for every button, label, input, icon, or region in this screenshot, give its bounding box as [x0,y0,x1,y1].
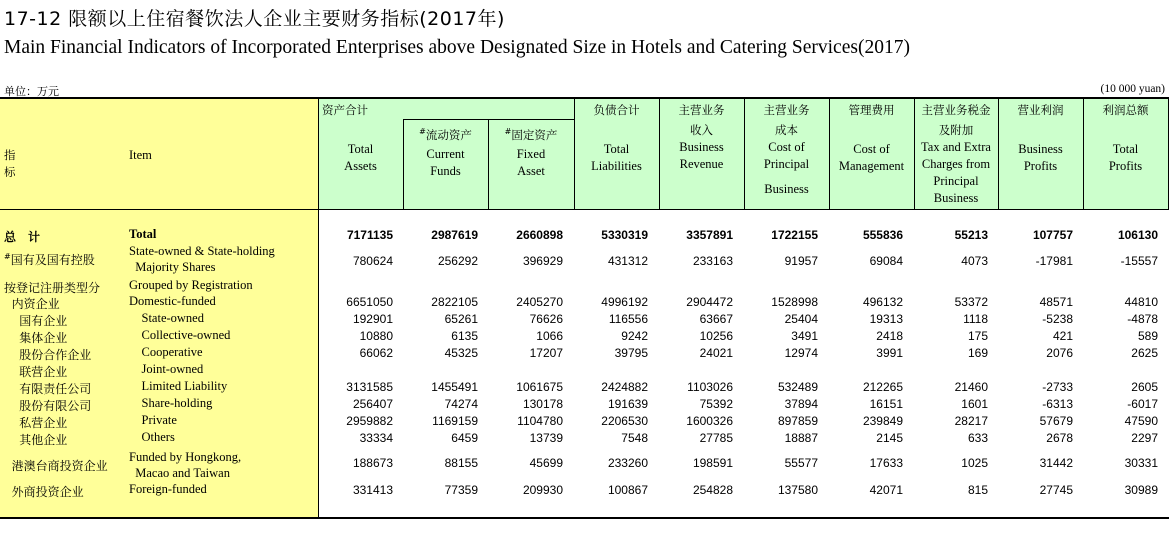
table-cell: -6017 [1127,397,1158,411]
table-cell: 1601 [961,397,988,411]
table-cell: 6135 [451,329,478,343]
table-cell: 2418 [876,329,903,343]
table-cell: 77359 [444,483,478,497]
row-label-en: Total [129,227,157,241]
header-total-assets-cn: 资产合计 [322,103,368,117]
table-cell: 2145 [876,431,903,445]
table-cell: 2405270 [516,295,563,309]
table-cell: 421 [1052,329,1073,343]
table-cell: 198591 [692,456,733,470]
row-label-en: Collective-owned [129,328,231,342]
table-cell: 28217 [954,414,988,428]
header-tax-charges: 主营业务税金 及附加 Tax and Extra Charges from Principal Business [921,103,991,205]
table-cell: 6651050 [346,295,393,309]
table-cell: 780624 [352,254,393,268]
table-cell: 2904472 [686,295,733,309]
table-cell: 209930 [522,483,563,497]
table-cell: 1600326 [686,414,733,428]
table-cell: 48571 [1039,295,1073,309]
header-total-profits: 利润总额 Total Profits [1102,103,1149,173]
row-label-cn: 股份合作企业 [4,348,92,362]
unit-label-en: (10 000 yuan) [1100,83,1165,95]
table-cell: 137580 [777,483,818,497]
header-cost-management: 管理费用 Cost of Management [838,103,905,173]
table-cell: 532489 [777,380,818,394]
row-label-cn: 集体企业 [4,331,68,345]
table-cell: 65261 [444,312,478,326]
table-cell: 76626 [529,312,563,326]
table-cell: 3131585 [346,380,393,394]
row-label-en: Foreign-funded [129,482,207,496]
table-cell: 88155 [444,456,478,470]
table-cell: 69084 [869,254,903,268]
table-cell: 633 [967,431,988,445]
header-total-liabilities: 负债合计 Total Liabilities [591,103,642,173]
table-cell: 47590 [1124,414,1158,428]
table-cell: 2206530 [601,414,648,428]
table-cell: 2076 [1046,346,1073,360]
table-cell: 57679 [1039,414,1073,428]
table-cell: 192901 [352,312,393,326]
table-cell: 2678 [1046,431,1073,445]
row-label-en: Majority Shares [129,260,216,274]
table-cell: -15557 [1120,254,1158,268]
table-cell: 2660898 [516,228,563,242]
table-cell: 21460 [954,380,988,394]
table-cell: 16151 [869,397,903,411]
table-cell: 233260 [607,456,648,470]
table-cell: 4073 [961,254,988,268]
header-cost-principal: 主营业务 成本 Cost of Principal Business [763,103,810,196]
table-cell: -17981 [1035,254,1073,268]
table-cell: 116556 [608,312,648,326]
table-cell: 100867 [607,483,648,497]
table-cell: 30331 [1124,456,1158,470]
row-label-cn: 内资企业 [4,297,60,311]
table-cell: -5238 [1042,312,1073,326]
table-cell: 2297 [1131,431,1158,445]
header-current-funds: #流动资产 Current Funds [419,127,472,178]
table-cell: 3357891 [686,228,733,242]
table-cell: 63667 [699,312,733,326]
table-cell: 2987619 [431,228,478,242]
table-cell: 1722155 [771,228,818,242]
table-cell: 1528998 [771,295,818,309]
table-cell: 10256 [699,329,733,343]
table-cell: 39795 [614,346,648,360]
table-cell: 1455491 [431,380,478,394]
table-cell: 1169159 [432,414,478,428]
table-cell: 1061675 [516,380,563,394]
table-cell: 7548 [621,431,648,445]
row-label-en: Share-holding [129,396,213,410]
table-cell: 45699 [529,456,563,470]
table-cell: 27745 [1039,483,1073,497]
table-cell: 6459 [451,431,478,445]
table-cell: 3491 [791,329,818,343]
row-label-en: Joint-owned [129,362,204,376]
table-cell: 33334 [359,431,393,445]
table-cell: 212265 [862,380,903,394]
table-cell: 25404 [784,312,818,326]
table-cell: 169 [967,346,988,360]
table-cell: 256292 [437,254,478,268]
table-cell: 30989 [1124,483,1158,497]
table-cell: 175 [967,329,988,343]
header-bottom-line [0,209,1169,210]
table-cell: 1025 [961,456,988,470]
header-fixed-asset: #固定资产 Fixed Asset [504,127,558,178]
table-cell: 233163 [692,254,733,268]
table-cell: 66062 [359,346,393,360]
table-cell: 431312 [607,254,648,268]
header-business-revenue: 主营业务 收入 Business Revenue [678,103,725,171]
table-cell: 75392 [699,397,733,411]
table-cell: -6313 [1042,397,1073,411]
row-label-en: State-owned [129,311,204,325]
row-label-cn: #国有及国有控股 [4,252,95,267]
row-label-en: Domestic-funded [129,294,216,308]
header-business-profits: 营业利润 Business Profits [1017,103,1064,173]
table-cell: 19313 [869,312,903,326]
table-cell: 815 [967,483,988,497]
row-label-en: State-owned & State-holding [129,244,275,258]
table-cell: 2625 [1131,346,1158,360]
page-title-en: Main Financial Indicators of Incorporated Enterprises above Designated Size in Hotels and Catering Services(2017) [4,37,910,58]
row-label-cn: 港澳台商投资企业 [4,459,108,473]
row-label-en: Private [129,413,177,427]
row-label-cn: 私营企业 [4,416,68,430]
row-label-cn: 股份有限公司 [4,399,92,413]
table-cell: 91957 [784,254,818,268]
table-cell: 17633 [869,456,903,470]
table-cell: 37894 [784,397,818,411]
table-cell: 1103026 [687,380,733,394]
group-line [403,119,574,120]
table-cell: -2733 [1042,380,1073,394]
table-cell: 74274 [444,397,478,411]
row-label-cn: 其他企业 [4,433,68,447]
table-cell: 256407 [352,397,393,411]
table-cell: 9242 [621,329,648,343]
table-cell: 2605 [1131,380,1158,394]
table-cell: 53372 [954,295,988,309]
table-cell: 42071 [869,483,903,497]
table-cell: 5330319 [601,228,648,242]
table-cell: 1066 [536,329,563,343]
table-cell: 496132 [862,295,903,309]
table-cell: 17207 [529,346,563,360]
table-cell: 239849 [862,414,903,428]
table-cell: 254828 [692,483,733,497]
table-cell: 45325 [444,346,478,360]
table-cell: 31442 [1039,456,1073,470]
table-cell: 555836 [862,228,903,242]
row-label-cn: 总 计 [4,230,41,244]
table-cell: 2424882 [601,380,648,394]
table-cell: 3991 [876,346,903,360]
table-cell: 1118 [963,312,988,326]
table-cell: -4878 [1127,312,1158,326]
row-label-cn: 外商投资企业 [4,485,84,499]
table-cell: 24021 [699,346,733,360]
table-cell: 55213 [954,228,988,242]
table-cell: 396929 [522,254,563,268]
row-label-en: Grouped by Registration [129,278,253,292]
table-cell: 44810 [1124,295,1158,309]
table-cell: 107757 [1032,228,1073,242]
row-label-en: Cooperative [129,345,203,359]
table-cell: 130178 [522,397,563,411]
table-cell: 188673 [352,456,393,470]
row-label-en: Macao and Taiwan [129,466,230,480]
table-cell: 18887 [784,431,818,445]
table-cell: 1104780 [517,414,563,428]
table-cell: 2959882 [346,414,393,428]
table-cell: 589 [1137,329,1158,343]
row-label-en: Others [129,430,175,444]
header-item-en: Item [129,148,152,162]
row-label-en: Limited Liability [129,379,228,393]
header-total-assets-en: Total Assets [344,142,377,173]
financial-table [0,97,1169,519]
row-label-en: Funded by Hongkong, [129,450,242,464]
table-cell: 331413 [352,483,393,497]
table-cell: 4996192 [601,295,648,309]
header-indicator-cn: 指 标 [4,148,27,179]
page-title-cn: 17-12 限额以上住宿餐饮法人企业主要财务指标(2017年) [4,8,505,30]
table-cell: 10880 [359,329,393,343]
table-cell: 27785 [699,431,733,445]
row-label-cn: 国有企业 [4,314,68,328]
table-cell: 55577 [784,456,818,470]
table-cell: 897859 [777,414,818,428]
row-label-cn: 联营企业 [4,365,68,379]
table-cell: 7171135 [346,228,393,242]
table-cell: 106130 [1117,228,1158,242]
table-cell: 191639 [607,397,648,411]
table-cell: 13739 [529,431,563,445]
row-label-cn: 按登记注册类型分 [4,281,101,295]
row-label-cn: 有限责任公司 [4,382,92,396]
table-cell: 2822105 [431,295,478,309]
table-cell: 12974 [784,346,818,360]
unit-label-cn: 单位：万元 [4,85,59,98]
